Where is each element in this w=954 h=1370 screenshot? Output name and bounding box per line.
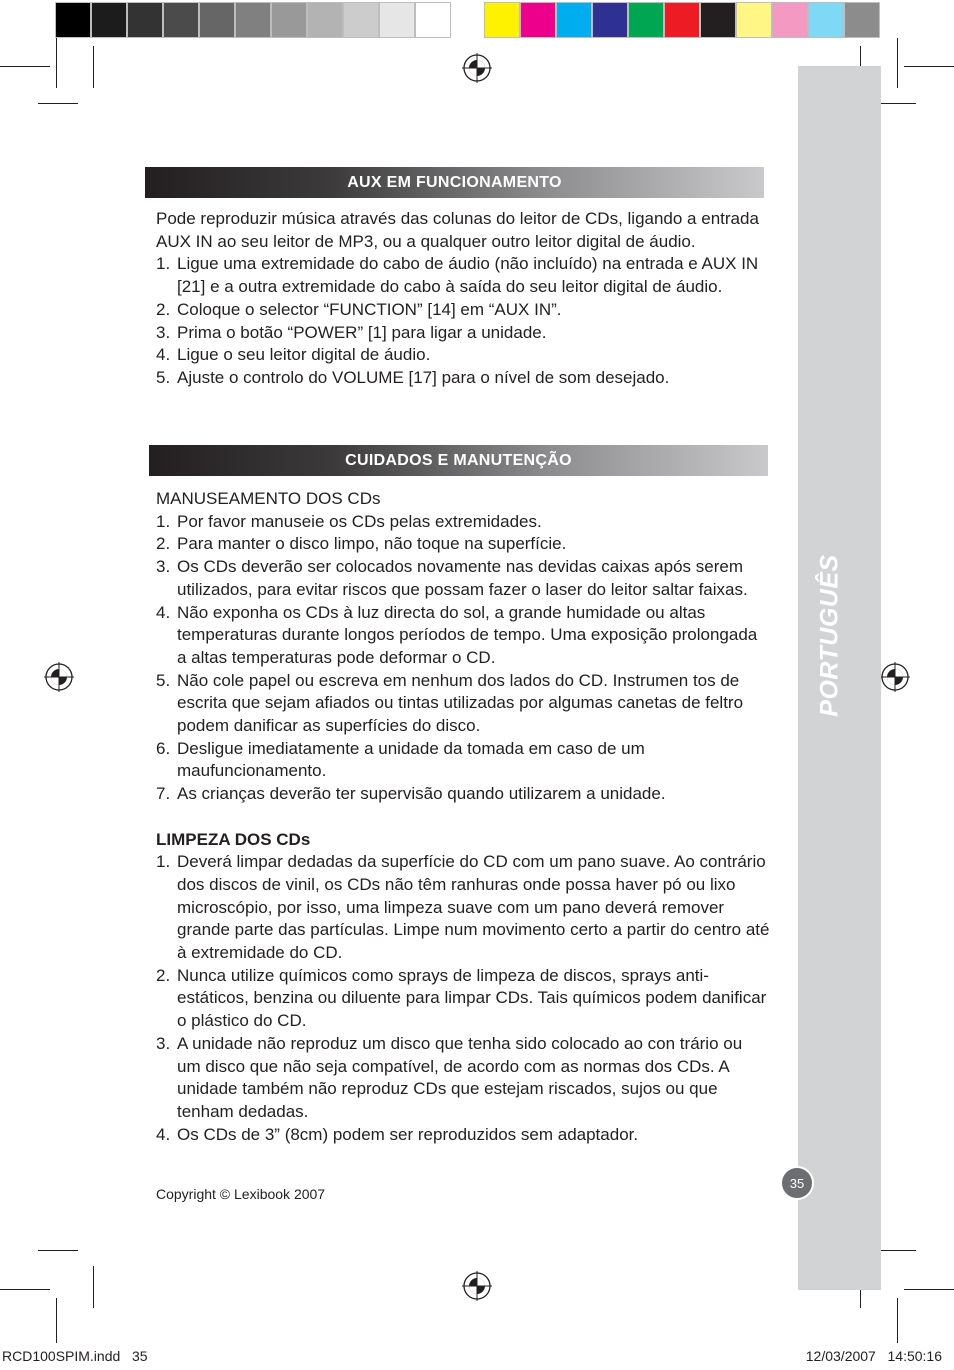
registration-mark-icon [880,662,910,692]
cleaning-item [156,965,770,1033]
handling-item [156,511,770,534]
spacer [156,806,770,829]
color-swatch [736,2,772,38]
crop-mark [876,1250,916,1251]
handling-item-text: Não exponha os CDs à luz directa do sol, a grande humidade ou altas temperaturas durante longos períodos de tempo. Uma exposição prolongada a altas temperaturas pode deformar o CD. [177,602,758,667]
registration-mark-icon [462,1271,492,1301]
aux-step-item [156,253,764,298]
grayscale-color-bar [55,2,451,38]
aux-step-item-number: 5. [156,367,171,387]
color-swatch [700,2,736,38]
cleaning-item-text: A unidade não reproduz um disco que tenha sido colocado ao con trário ou um disco que não seja compatível, de acordo com as normas dos CDs. A unidade também não reproduz CDs que estejam riscados, sujos ou que tenham dedadas. [177,1033,743,1121]
cleaning-item-text: Nunca utilize químicos como sprays de limpeza de discos, sprays anti-estáticos, benzina ou diluente para limpar CDs. Tais químicos podem danificar o plástico do CD. [177,965,767,1031]
aux-section-body [156,208,764,390]
aux-step-item-text: Prima o botão “POWER” [1] para ligar a unidade. [177,322,547,342]
handling-item [156,602,770,670]
registration-mark-icon [44,662,74,692]
registration-mark-icon [462,53,492,83]
handling-item-number: 7. [156,784,171,804]
handling-heading: MANUSEAMENTO DOS CDs [156,489,381,508]
color-swatch [199,2,235,38]
process-color-bar [484,2,880,38]
crop-mark [38,103,78,104]
cleaning-item-number: 4. [156,1124,171,1144]
section-header-aux: AUX EM FUNCIONAMENTO [145,167,764,198]
crop-mark [876,103,916,104]
aux-step-item-text: Ajuste o controlo do VOLUME [17] para o nível de som desejado. [177,367,670,387]
color-swatch [520,2,556,38]
slug-file-info: RCD100SPIM.indd 35 [2,1348,148,1364]
handling-item [156,738,770,783]
cleaning-item-number: 2. [156,965,171,985]
handling-item [156,533,770,556]
color-swatch [271,2,307,38]
handling-item-number: 4. [156,602,171,622]
aux-step-item [156,367,764,390]
aux-step-item-text: Coloque o selector “FUNCTION” [14] em “AUX IN”. [177,299,562,319]
handling-item-number: 3. [156,557,171,577]
section-header-care: CUIDADOS E MANUTENÇÃO [149,445,768,476]
aux-intro: Pode reproduzir música através das colunas do leitor de CDs, ligando a entrada AUX IN ao seu leitor de MP3, ou a qualquer outro leitor digital de áudio. [156,209,759,251]
color-swatch [772,2,808,38]
aux-step-item [156,322,764,345]
handling-list [156,511,770,806]
handling-item-text: Não cole papel ou escreva em nenhum dos lados do CD. Instrumen tos de escrita que sejam afiados ou tintas utilizadas por algumas canetas de feltro podem danificar as superfícies do disco. [177,670,744,736]
aux-step-item [156,344,764,367]
crop-mark [93,1266,94,1308]
aux-step-item-number: 1. [156,254,171,274]
aux-step-item-text: Ligue o seu leitor digital de áudio. [177,345,431,365]
handling-item-number: 1. [156,511,171,531]
handling-item [156,670,770,738]
cleaning-list [156,851,770,1146]
color-swatch [127,2,163,38]
color-swatch [379,2,415,38]
handling-item-text: Desligue imediatamente a unidade da tomada em caso de um maufuncionamento. [177,738,645,781]
handling-item-number: 2. [156,534,171,554]
handling-item-number: 6. [156,738,171,758]
care-section-body [156,488,770,1146]
color-swatch [592,2,628,38]
aux-step-item [156,299,764,322]
aux-step-item-text: Ligue uma extremidade do cabo de áudio (não incluído) na entrada e AUX IN [21] e a outra extremidade do cabo à saída do seu leitor digital de áudio. [177,254,759,297]
slug-timestamp: 12/03/2007 14:50:16 [805,1348,942,1364]
aux-steps-list [156,253,764,389]
color-swatch [307,2,343,38]
color-swatch [91,2,127,38]
page-number-badge: 35 [780,1166,814,1200]
copyright-notice: Copyright © Lexibook 2007 [156,1186,326,1202]
color-swatch [343,2,379,38]
handling-item-text: As crianças deverão ter supervisão quando utilizarem a unidade. [177,784,666,804]
handling-item-number: 5. [156,670,171,690]
crop-mark [897,38,898,88]
cleaning-item-text: Os CDs de 3” (8cm) podem ser reproduzidos sem adaptador. [177,1124,639,1144]
aux-step-item-number: 4. [156,345,171,365]
cleaning-item [156,1033,770,1124]
cleaning-item [156,851,770,965]
crop-mark [904,1289,954,1290]
language-label-container [800,553,860,717]
color-swatch [415,2,451,38]
crop-mark [93,46,94,88]
cleaning-item-number: 3. [156,1033,171,1053]
crop-mark [56,1298,57,1343]
cleaning-heading: LIMPEZA DOS CDs [156,829,311,849]
color-swatch [844,2,880,38]
color-swatch [628,2,664,38]
color-swatch [808,2,844,38]
color-swatch [556,2,592,38]
crop-mark [38,1250,78,1251]
cleaning-item [156,1124,770,1147]
color-swatch [664,2,700,38]
crop-mark [904,66,954,67]
handling-item-text: Os CDs deverão ser colocados novamente nas devidas caixas após serem utilizados, para evitar riscos que possam fazer o laser do leitor saltar faixas. [177,557,748,599]
cleaning-item-text: Deverá limpar dedadas da superfície do CD com um pano suave. Ao contrário dos discos de vinil, os CDs não têm ranhuras onde possa haver pó ou lixo microscópio, por isso, uma limpeza suave com um pano deverá remover grande parte das partículas. Limpe num movimento certo a partir do centro até à extremidade do CD. [177,852,770,963]
crop-mark [56,38,57,88]
color-swatch [163,2,199,38]
handling-item-text: Para manter o disco limpo, não toque na superfície. [177,534,567,554]
crop-mark [0,1289,50,1290]
aux-step-item-number: 3. [156,322,171,342]
handling-item [156,556,770,601]
color-swatch [55,2,91,38]
crop-mark [0,66,50,67]
handling-item-text: Por favor manuseie os CDs pelas extremidades. [177,511,542,531]
language-label: PORTUGUÊS [815,553,844,717]
cleaning-item-number: 1. [156,852,171,872]
color-swatch [484,2,520,38]
aux-step-item-number: 2. [156,299,171,319]
crop-mark [897,1298,898,1343]
handling-item [156,783,770,806]
color-swatch [235,2,271,38]
